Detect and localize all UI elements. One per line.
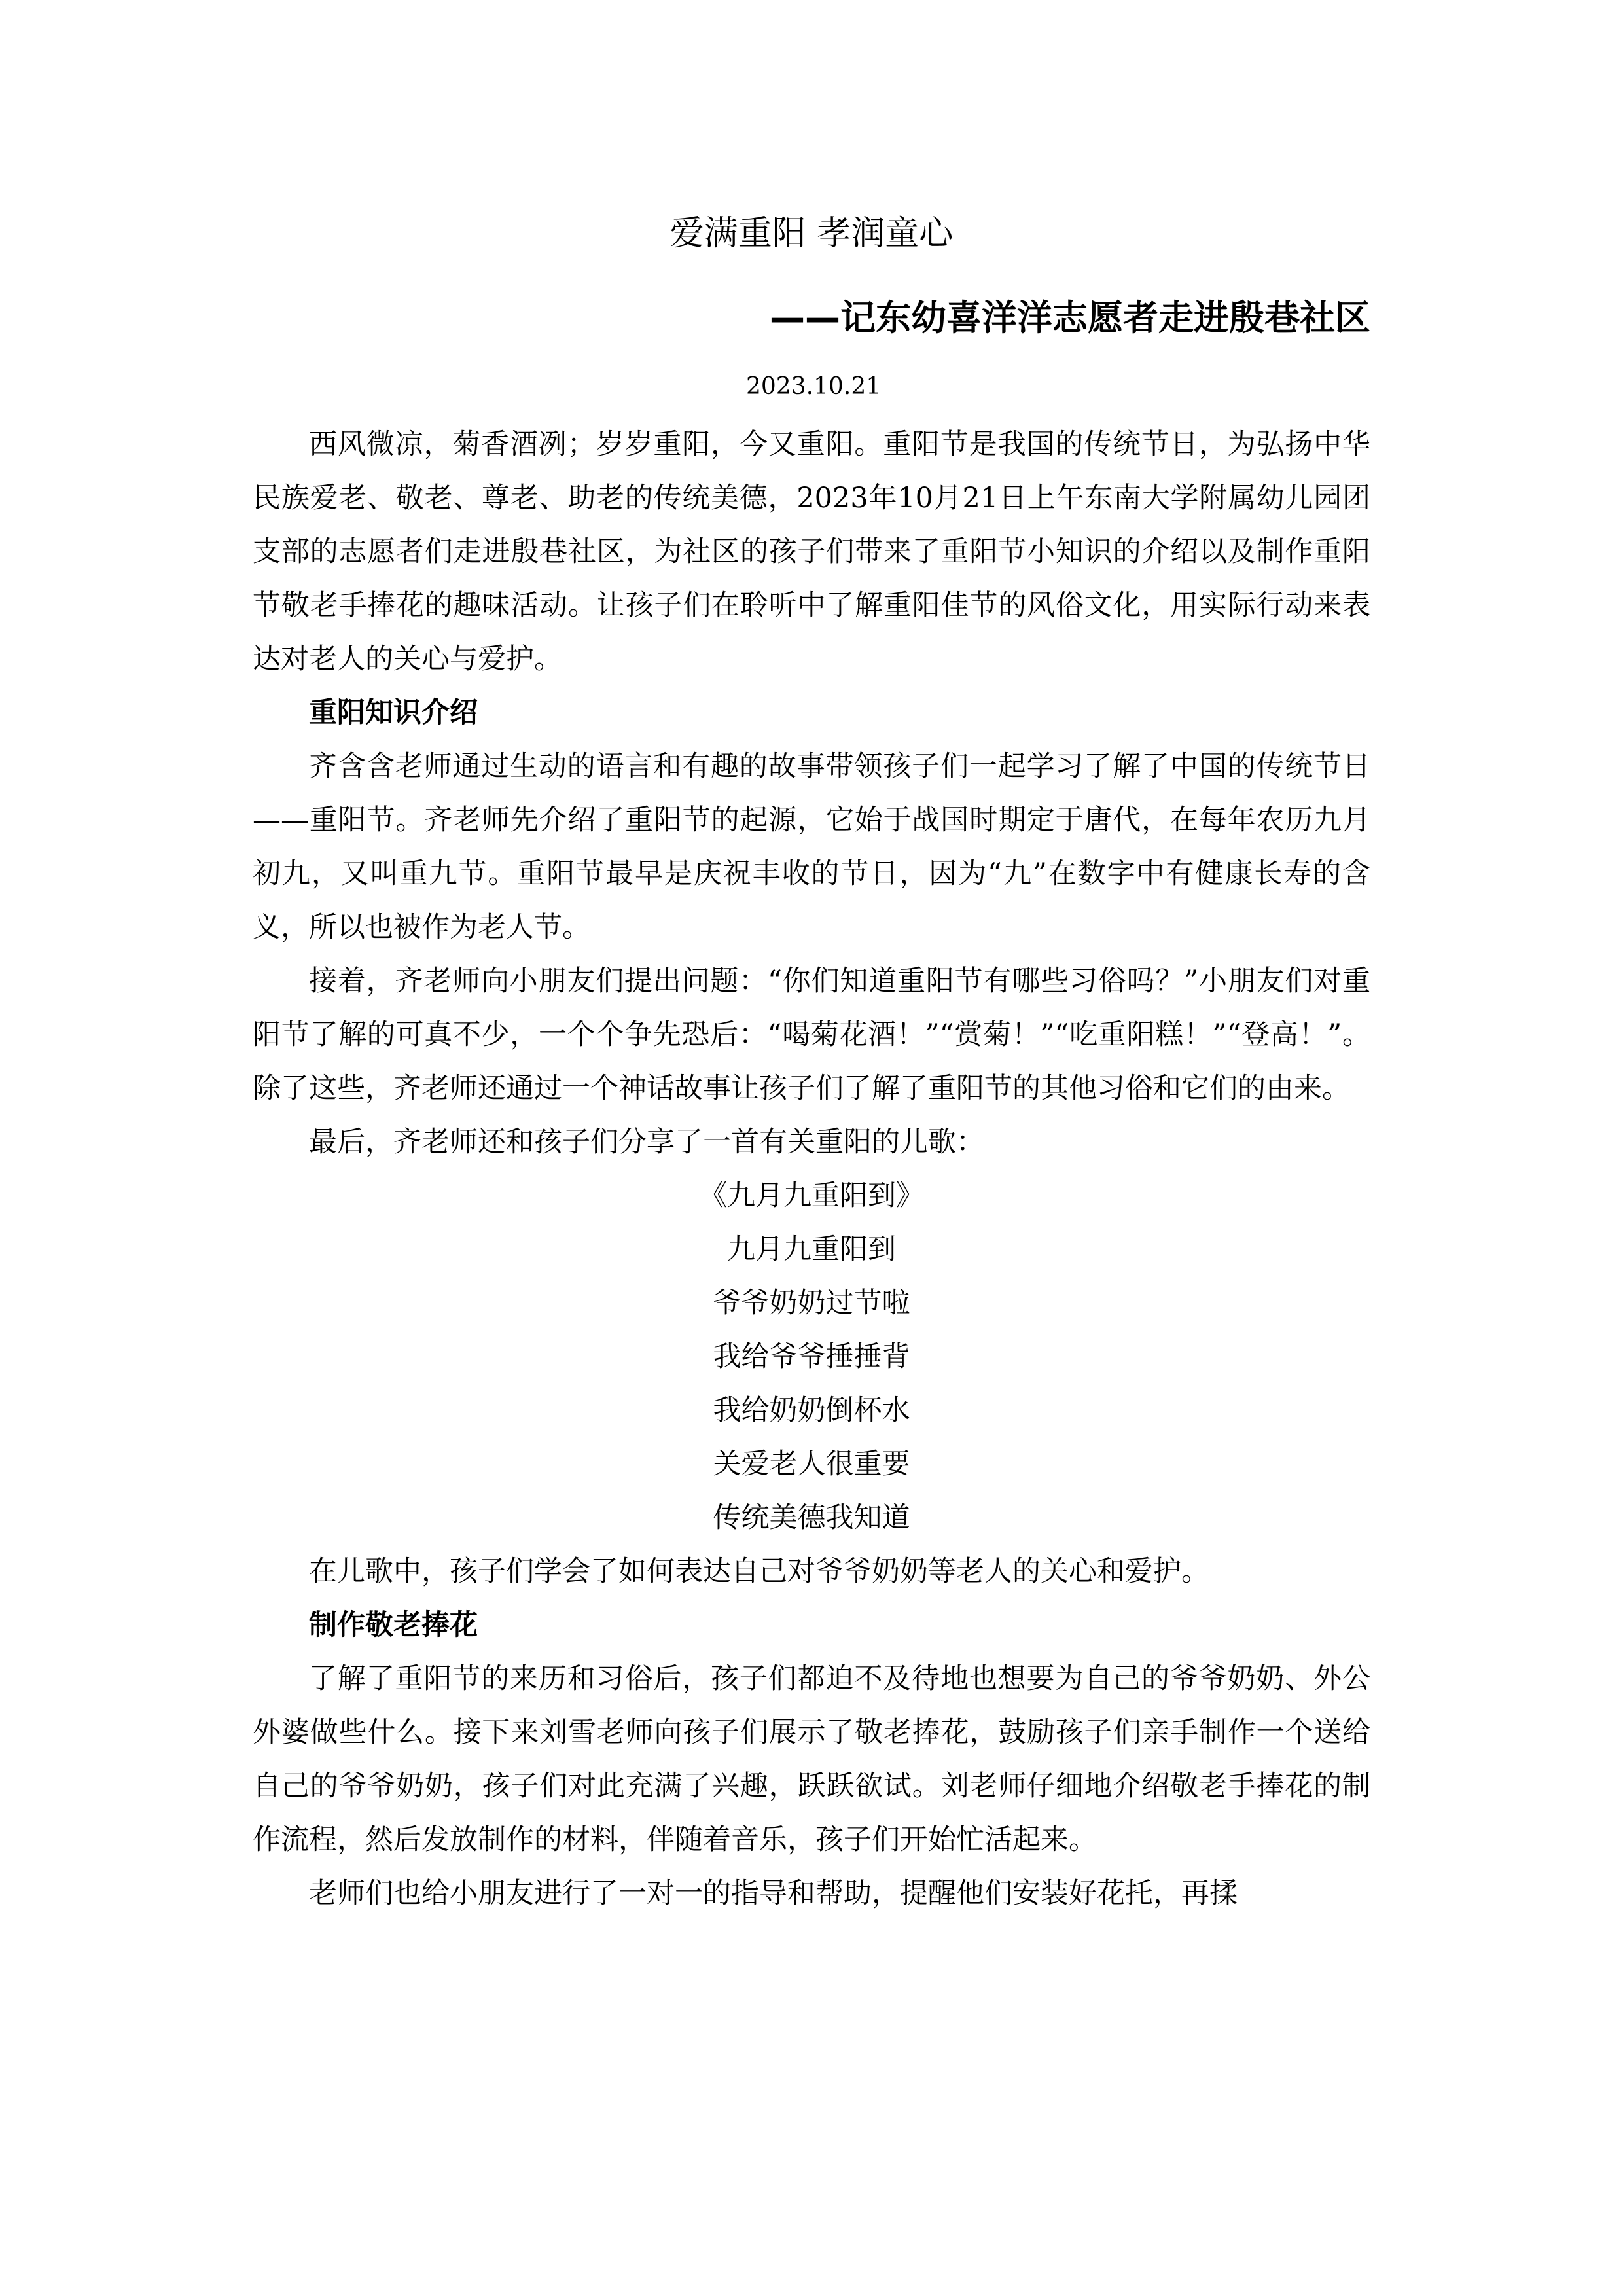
- knowledge-paragraph-3: 最后，齐老师还和孩子们分享了一首有关重阳的儿歌：: [309, 1126, 984, 1158]
- poem-line: 爷爷奶奶过节啦: [713, 1287, 910, 1319]
- poem-line: 九月九重阳到: [727, 1233, 896, 1266]
- document-date: 2023.10.21: [746, 373, 882, 400]
- poem: [253, 1169, 1370, 1545]
- section-heading-bouquet: 制作敬老捧花: [309, 1609, 478, 1641]
- document-body: [253, 418, 1370, 1920]
- document-title: 爱满重阳 孝润童心: [669, 214, 954, 253]
- knowledge-paragraph-1: 齐含含老师通过生动的语言和有趣的故事带领孩子们一起学习了解了中国的传统节日——重阳节。齐老师先介绍了重阳节的起源，它始于战国时期定于唐代，在每年农历九月初九，又叫重九节。重阳节最早是庆祝丰收的节日，因为“九”在数字中有健康长寿的含义，所以也被作为老人节。: [253, 750, 1370, 944]
- bouquet-paragraph-1: 了解了重阳节的来历和习俗后，孩子们都迫不及待地也想要为自己的爷爷奶奶、外公外婆做些什么。接下来刘雪老师向孩子们展示了敬老捧花，鼓励孩子们亲手制作一个送给自己的爷爷奶奶，孩子们对此充满了兴趣，跃跃欲试。刘老师仔细地介绍敬老手捧花的制作流程，然后发放制作的材料，伴随着音乐，孩子们开始忙活起来。: [253, 1662, 1370, 1856]
- poem-title: 《九月九重阳到》: [699, 1179, 924, 1212]
- poem-line: 关爱老人很重要: [713, 1448, 910, 1480]
- knowledge-paragraph-2: 接着，齐老师向小朋友们提出问题：“你们知道重阳节有哪些习俗吗？”小朋友们对重阳节了解的可真不少，一个个争先恐后：“喝菊花酒！”“赏菊！”“吃重阳糕！”“登高！”。除了这些，齐老师还通过一个神话故事让孩子们了解了重阳节的其他习俗和它们的由来。: [253, 965, 1370, 1105]
- poem-line: 我给奶奶倒杯水: [713, 1394, 910, 1427]
- section-heading-knowledge: 重阳知识介绍: [309, 696, 478, 729]
- knowledge-paragraph-4: 在儿歌中，孩子们学会了如何表达自己对爷爷奶奶等老人的关心和爱护。: [309, 1555, 1209, 1588]
- document-subtitle: ——记东幼喜洋洋志愿者走进殷巷社区: [770, 297, 1370, 338]
- intro-paragraph: 西风微凉，菊香酒冽；岁岁重阳，今又重阳。重阳节是我国的传统节日，为弘扬中华民族爱老、敬老、尊老、助老的传统美德，2023年10月21日上午东南大学附属幼儿园团支部的志愿者们走进殷巷社区，为社区的孩子们带来了重阳节小知识的介绍以及制作重阳节敬老手捧花的趣味活动。让孩子们在聆听中了解重阳佳节的风俗文化，用实际行动来表达对老人的关心与爱护。: [253, 428, 1370, 675]
- poem-line: 传统美德我知道: [713, 1501, 910, 1534]
- poem-line: 我给爷爷捶捶背: [713, 1340, 910, 1373]
- bouquet-paragraph-2: 老师们也给小朋友进行了一对一的指导和帮助，提醒他们安装好花托，再揉: [309, 1877, 1238, 1910]
